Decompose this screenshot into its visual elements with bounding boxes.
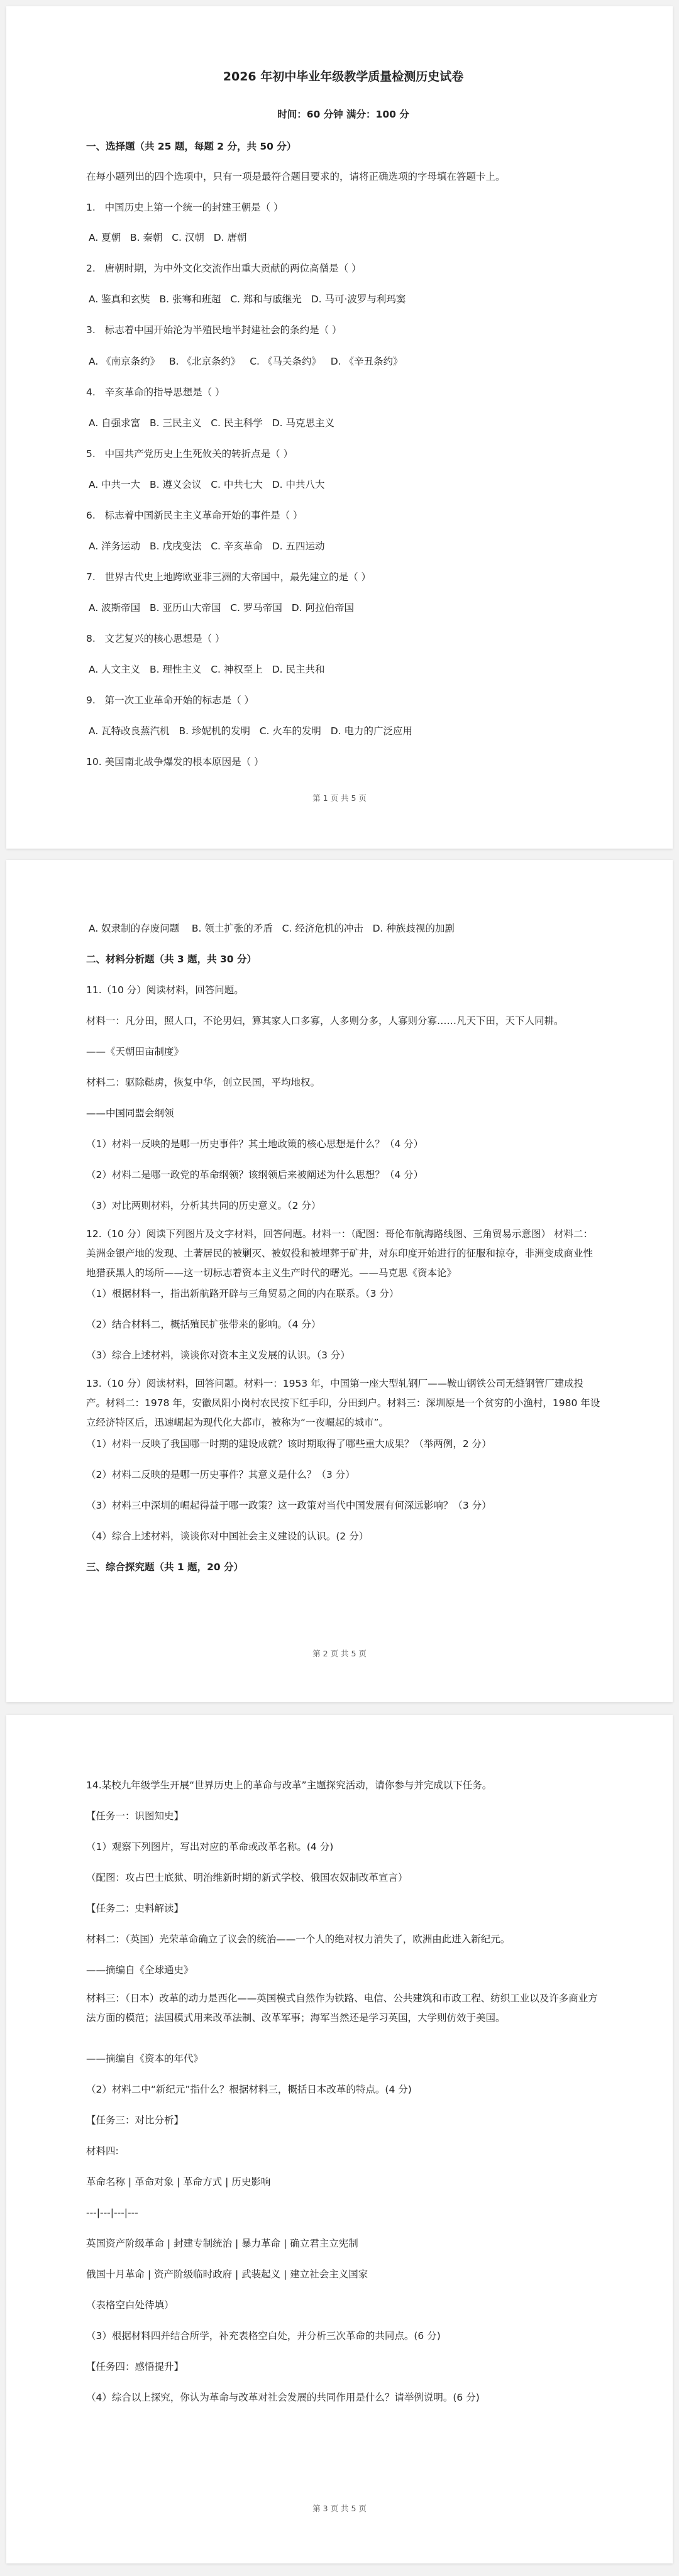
question-9: 9. 第一次工业革命开始的标志是（ ）: [86, 695, 254, 706]
question-11-sub-1: （1）材料一反映的是哪一历史事件？其土地政策的核心思想是什么？（4 分）: [86, 1138, 424, 1150]
question-12: 12.（10 分）阅读下列图片及文字材料，回答问题。材料一：（配图：哥伦布航海路线图、三角贸易示意图） 材料二：美洲金银产地的发现、土著居民的被剿灭、被奴役和被埋葬于矿井，对东印度开始进行的征服和掠夺，非洲变成商业性地猎获黑人的场所——这一切标志着资本主义生产时代的曙光。——马克思《资本论》: [86, 1228, 593, 1279]
section2-header: 二、材料分析题（共 3 题，共 30 分）: [86, 954, 257, 965]
question-5: 5. 中国共产党历史上生死攸关的转折点是（ ）: [86, 448, 293, 460]
question-1-options: A. 夏朝 B. 秦朝 C. 汉朝 D. 唐朝: [89, 232, 247, 243]
question-9-options: A. 瓦特改良蒸汽机 B. 珍妮机的发明 C. 火车的发明 D. 电力的广泛应用: [89, 725, 412, 737]
task-2-sub-2: （2）材料二中“新纪元”指什么？根据材料三，概括日本改革的特点。(4 分): [86, 2084, 412, 2095]
task-3-header: 【任务三：对比分析】: [86, 2115, 184, 2126]
task-1-sub-1: （1）观察下列图片，写出对应的革命或改革名称。(4 分): [86, 1841, 334, 1852]
task-1-header: 【任务一：识图知史】: [86, 1810, 184, 1822]
question-11-material-2: 材料二：驱除鞑虏，恢复中华，创立民国，平均地权。: [86, 1077, 321, 1088]
question-11-source-1: ——《天朝田亩制度》: [86, 1046, 184, 1057]
question-11-source-2: ——中国同盟会纲领: [86, 1108, 174, 1119]
task-3-material-label: 材料四:: [86, 2145, 119, 2157]
task-4-sub-4: （4）综合以上探究，你认为革命与改革对社会发展的共同作用是什么？请举例说明。(6 分): [86, 2392, 480, 2403]
question-11-sub-3: （3）对比两则材料，分析其共同的历史意义。（2 分）: [86, 1200, 321, 1211]
question-13-sub-3: （3）材料三中深圳的崛起得益于哪一政策？这一政策对当代中国发展有何深远影响？（3 分）: [86, 1500, 492, 1511]
question-1: 1. 中国历史上第一个统一的封建王朝是（ ）: [86, 202, 284, 213]
question-12-sub-1: （1）根据材料一，指出新航路开辟与三角贸易之间的内在联系。（3 分）: [86, 1288, 399, 1299]
question-10: 10. 美国南北战争爆发的根本原因是（ ）: [86, 756, 264, 768]
section3-header: 三、综合探究题（共 1 题，20 分）: [86, 1561, 244, 1573]
question-2: 2. 唐朝时期，为中外文化交流作出重大贡献的两位高僧是（ ）: [86, 263, 362, 274]
exam-page-3: [6, 1715, 673, 2563]
table-row: 俄国十月革命 | 资产阶级临时政府 | 武装起义 | 建立社会主义国家: [86, 2269, 368, 2280]
question-3-options: A. 《南京条约》 B. 《北京条约》 C. 《马关条约》 D. 《辛丑条约》: [89, 356, 403, 367]
question-8-options: A. 人文主义 B. 理性主义 C. 神权至上 D. 民主共和: [89, 664, 325, 675]
question-6: 6. 标志着中国新民主主义革命开始的事件是（ ）: [86, 510, 303, 521]
question-13: 13.（10 分）阅读材料，回答问题。材料一：1953 年，中国第一座大型轧钢厂——鞍山钢铁公司无缝钢管厂建成投产。材料二：1978 年，安徽凤阳小岗村农民按下红手印，分田到户。材料三：深圳原是一个贫穷的小渔村，1980 年设立经济特区后，迅速崛起为现代化大都市，被称为“一夜崛起的城市”。: [86, 1378, 600, 1428]
exam-page-1: [6, 6, 673, 849]
task-4-header: 【任务四：感悟提升】: [86, 2361, 184, 2372]
question-3: 3. 标志着中国开始沦为半殖民地半封建社会的条约是（ ）: [86, 324, 342, 336]
exam-title: 2026 年初中毕业年级教学质量检测历史试卷: [223, 70, 464, 84]
question-13-sub-1: （1）材料一反映了我国哪一时期的建设成就？该时期取得了哪些重大成果？（举两例，2 分）: [86, 1438, 492, 1450]
task-2-source-2: ——摘编自《资本的年代》: [86, 2053, 204, 2064]
question-7-options: A. 波斯帝国 B. 亚历山大帝国 C. 罗马帝国 D. 阿拉伯帝国: [89, 602, 354, 614]
page-3-footer: 第 3 页 共 5 页: [312, 2504, 367, 2513]
section1-instruction: 在每小题列出的四个选项中，只有一项是最符合题目要求的，请将正确选项的字母填在答题卡上。: [86, 171, 505, 182]
table-header-row: 革命名称 | 革命对象 | 革命方式 | 历史影响: [86, 2176, 271, 2188]
table-row: 英国资产阶级革命 | 封建专制统治 | 暴力革命 | 确立君主立宪制: [86, 2238, 358, 2249]
table-separator: ---|---|---|---: [86, 2207, 138, 2218]
task-2-header: 【任务二：史料解读】: [86, 1903, 184, 1914]
question-8: 8. 文艺复兴的核心思想是（ ）: [86, 633, 225, 644]
page-2-footer: 第 2 页 共 5 页: [312, 1649, 367, 1658]
question-12-sub-3: （3）综合上述材料，谈谈你对资本主义发展的认识。（3 分）: [86, 1350, 350, 1361]
question-6-options: A. 洋务运动 B. 戊戌变法 C. 辛亥革命 D. 五四运动: [89, 541, 325, 552]
question-4-options: A. 自强求富 B. 三民主义 C. 民主科学 D. 马克思主义: [89, 417, 334, 429]
question-13-sub-2: （2）材料二反映的是哪一历史事件？其意义是什么？（3 分）: [86, 1469, 355, 1480]
task-2-source-1: ——摘编自《全球通史》: [86, 1964, 194, 1976]
question-11-sub-2: （2）材料二是哪一政党的革命纲领？该纲领后来被阐述为什么思想？（4 分）: [86, 1169, 424, 1181]
exam-page-2: [6, 860, 673, 1702]
question-7: 7. 世界古代史上地跨欧亚非三洲的大帝国中，最先建立的是（ ）: [86, 571, 371, 583]
question-14: 14.某校九年级学生开展“世界历史上的革命与改革”主题探究活动，请你参与并完成以下任务。: [86, 1780, 492, 1791]
question-4: 4. 辛亥革命的指导思想是（ ）: [86, 387, 225, 398]
page-1-footer: 第 1 页 共 5 页: [312, 793, 367, 803]
question-10-options: A. 奴隶制的存废问题 B. 领土扩张的矛盾 C. 经济危机的冲击 D. 种族歧视的加剧: [89, 923, 455, 934]
exam-subtitle: 时间：60 分钟 满分：100 分: [277, 109, 409, 120]
question-11: 11.（10 分）阅读材料，回答问题。: [86, 984, 244, 996]
task-2-material-3: 材料三：（日本）改革的动力是西化——英国模式自然作为铁路、电信、公共建筑和市政工程、纺织工业以及许多商业方法方面的模范；法国模式用来改革法制、改革军事；海军当然还是学习英国，大学则仿效于美国。: [86, 1993, 598, 2023]
table-note: （表格空白处待填）: [86, 2299, 174, 2311]
question-5-options: A. 中共一大 B. 遵义会议 C. 中共七大 D. 中共八大: [89, 479, 325, 490]
task-2-material-2: 材料二：（英国）光荣革命确立了议会的统治——一个人的绝对权力消失了，欧洲由此进入新纪元。: [86, 1934, 511, 1945]
question-2-options: A. 鉴真和玄奘 B. 张骞和班超 C. 郑和与戚继光 D. 马可·波罗与利玛窦: [89, 294, 406, 305]
section1-header: 一、选择题（共 25 题，每题 2 分，共 50 分）: [86, 141, 297, 152]
question-12-sub-2: （2）结合材料二，概括殖民扩张带来的影响。（4 分）: [86, 1319, 321, 1330]
task-3-sub-3: （3）根据材料四并结合所学，补充表格空白处，并分析三次革命的共同点。(6 分): [86, 2330, 441, 2342]
task-1-image-description: （配图：攻占巴士底狱、明治维新时期的新式学校、俄国农奴制改革宣言）: [86, 1872, 408, 1883]
question-13-sub-4: （4）综合上述材料，谈谈你对中国社会主义建设的认识。(2 分）: [86, 1531, 369, 1542]
question-11-material-1: 材料一：凡分田，照人口，不论男妇，算其家人口多寡，人多则分多，人寡则分寡……凡天下田，天下人同耕。: [86, 1015, 564, 1027]
